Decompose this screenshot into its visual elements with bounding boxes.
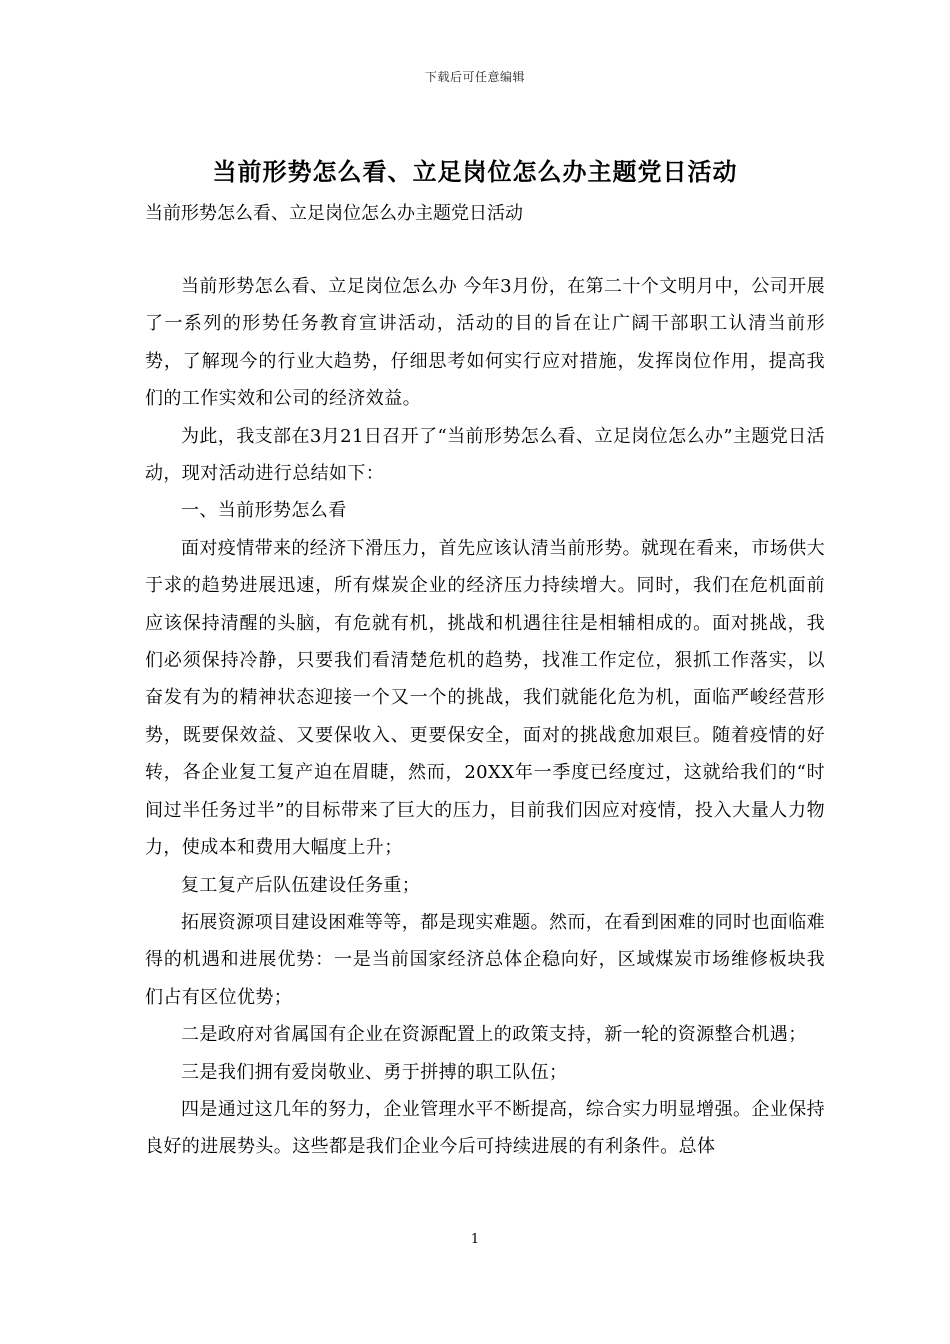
document-title: 当前形势怎么看、立足岗位怎么办主题党日活动	[212, 157, 738, 186]
section-heading-1: 一、当前形势怎么看	[181, 500, 347, 522]
page-number: 1	[470, 1232, 480, 1247]
paragraph-opportunity-3: 三是我们拥有爱岗敬业、勇于拼搏的职工队伍；	[181, 1061, 568, 1083]
document-body	[145, 268, 825, 1166]
paragraph-intro: 当前形势怎么看、立足岗位怎么办 今年3月份，在第二十个文明月中，公司开展了一系列的形势任务教育宣讲活动，活动的目的旨在让广阔干部职工认清当前形势，了解现今的行业大趋势，仔细思考如何实行应对措施，发挥岗位作用，提高我们的工作实效和公司的经济效益。	[145, 276, 825, 410]
paragraph-opportunity-2: 二是政府对省属国有企业在资源配置上的政策支持，新一轮的资源整合机遇；	[181, 1024, 807, 1046]
document-subtitle: 当前形势怎么看、立足岗位怎么办主题党日活动	[145, 203, 523, 224]
paragraph-opportunity-1: 拓展资源项目建设困难等等，都是现实难题。然而，在看到困难的同时也面临难得的机遇和进展优势：一是当前国家经济总体企稳向好，区域煤炭市场维修板块我们占有区位优势；	[145, 911, 825, 1008]
paragraph-situation: 面对疫情带来的经济下滑压力，首先应该认清当前形势。就现在看来，市场供大于求的趋势进展迅速，所有煤炭企业的经济压力持续增大。同时，我们在危机面前应该保持清醒的头脑，有危就有机，挑战和机遇往往是相辅相成的。面对挑战，我们必须保持冷静，只要我们看清楚危机的趋势，找准工作定位，狠抓工作落实，以奋发有为的精神状态迎接一个又一个的挑战，我们就能化危为机，面临严峻经营形势，既要保效益、又要保收入、更要保安全，面对的挑战愈加艰巨。随着疫情的好转，各企业复工复产迫在眉睫，然而，20XX年一季度已经度过，这就给我们的“时间过半任务过半”的目标带来了巨大的压力，目前我们因应对疫情，投入大量人力物力，使成本和费用大幅度上升；	[145, 537, 825, 859]
header-note: 下载后可任意编辑	[424, 70, 525, 84]
paragraph-team: 复工复产后队伍建设任务重；	[181, 874, 421, 896]
paragraph-meeting: 为此，我支部在3月21日召开了“当前形势怎么看、立足岗位怎么办”主题党日活动，现对活动进行总结如下：	[145, 425, 825, 485]
paragraph-opportunity-4: 四是通过这几年的努力，企业管理水平不断提高，综合实力明显增强。企业保持良好的进展势头。这些都是我们企业今后可持续进展的有利条件。总体	[145, 1098, 825, 1158]
